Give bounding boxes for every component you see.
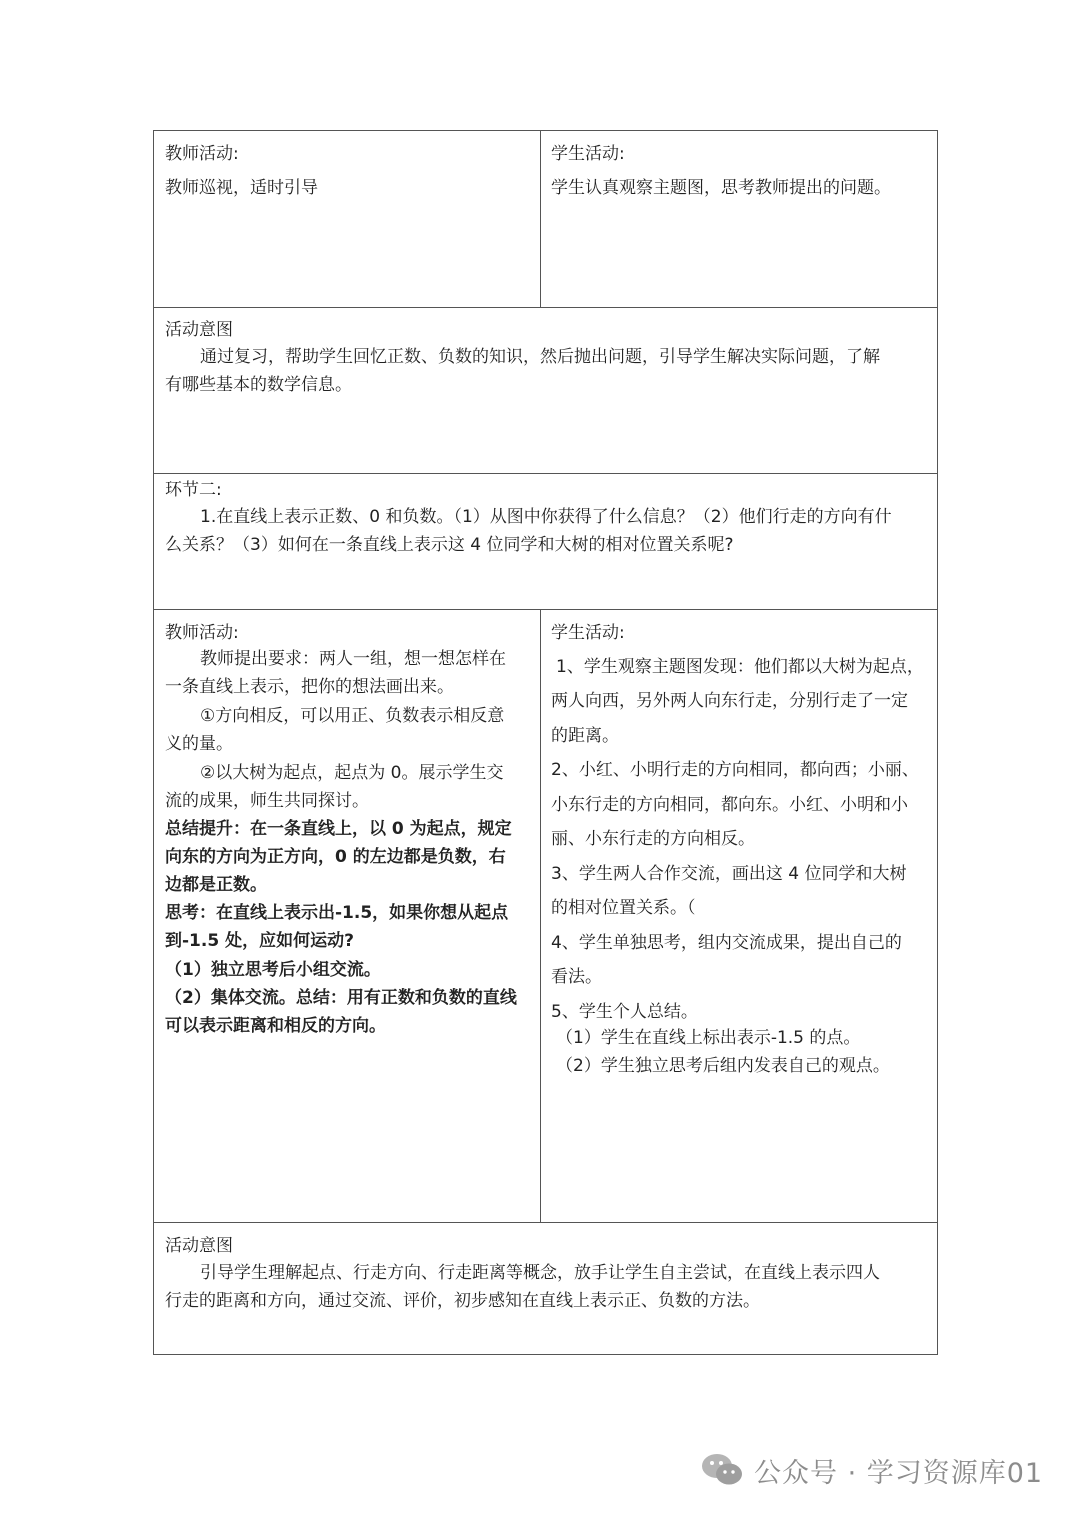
student-activity-title: 学生活动: [551,144,625,164]
student-line: 的相对位置关系。（ [551,898,696,918]
intent-title: 活动意图 [165,320,233,340]
teacher-line: 思考：在直线上表示出-1.5，如果你想从起点 [165,903,509,923]
intent-title: 活动意图 [165,1236,233,1256]
teacher-activity-title: 教师活动: [165,623,239,643]
student-line: 两人向西，另外两人向东行走，分别行走了一定 [551,691,908,711]
lesson-table [153,130,938,1355]
row-divider [153,473,938,474]
section-title: 环节二: [165,480,222,500]
student-activity-title: 学生活动: [551,623,625,643]
teacher-line: 一条直线上表示，把你的想法画出来。 [165,677,454,697]
teacher-line: 向东的方向为正方向，0 的左边都是负数，右 [165,847,506,867]
column-divider [540,609,541,1223]
row-divider [153,609,938,610]
student-line: 丽、小东行走的方向相反。 [551,829,755,849]
intent-line: 有哪些基本的数学信息。 [165,375,352,395]
watermark-text: 公众号 · 学习资源库01 [754,1457,1044,1489]
intent-line: 行走的距离和方向，通过交流、评价，初步感知在直线上表示正、负数的方法。 [165,1291,760,1311]
teacher-line: 总结提升：在一条直线上，以 0 为起点，规定 [165,819,512,839]
student-line: 的距离。 [551,726,619,746]
watermark [700,1440,1043,1500]
student-line: 看法。 [551,967,602,987]
intent-line: 引导学生理解起点、行走方向、行走距离等概念，放手让学生自主尝试，在直线上表示四人 [200,1263,880,1283]
section-line: 么关系？（3）如何在一条直线上表示这 4 位同学和大树的相对位置关系呢? [165,535,734,555]
student-line: 1、学生观察主题图发现：他们都以大树为起点， [556,657,924,677]
intent-line: 通过复习，帮助学生回忆正数、负数的知识，然后抛出问题，引导学生解决实际问题，了解 [200,347,880,367]
teacher-line: 义的量。 [165,734,233,754]
teacher-line: 边都是正数。 [165,875,267,895]
student-line: （1）学生在直线上标出表示-1.5 的点。 [556,1028,861,1048]
teacher-line: ①方向相反，可以用正、负数表示相反意 [200,706,505,726]
teacher-line: （1）独立思考后小组交流。 [165,960,381,980]
teacher-activity-text: 教师巡视，适时引导 [165,178,318,198]
teacher-line: 教师提出要求：两人一组，想一想怎样在 [200,649,506,669]
student-line: （2）学生独立思考后组内发表自己的观点。 [556,1056,890,1076]
teacher-line: ②以大树为起点，起点为 0。展示学生交 [200,763,504,783]
student-activity-text: 学生认真观察主题图，思考教师提出的问题。 [551,178,891,198]
student-line: 2、小红、小明行走的方向相同，都向西；小丽、 [551,760,919,780]
student-line: 4、学生单独思考，组内交流成果，提出自己的 [551,933,902,953]
student-line: 3、学生两人合作交流，画出这 4 位同学和大树 [551,864,907,884]
teacher-line: （2）集体交流。总结：用有正数和负数的直线 [165,988,517,1008]
teacher-line: 可以表示距离和相反的方向。 [165,1016,386,1036]
wechat-icon [700,1452,744,1488]
row-divider [153,307,938,308]
section-line: 1.在直线上表示正数、0 和负数。（1）从图中你获得了什么信息？（2）他们行走的方向有什 [200,507,892,527]
row-divider [153,1222,938,1223]
student-line: 5、学生个人总结。 [551,1002,698,1022]
student-line: 小东行走的方向相同，都向东。小红、小明和小 [551,795,908,815]
teacher-activity-title: 教师活动: [165,144,239,164]
teacher-line: 流的成果，师生共同探讨。 [165,791,369,811]
teacher-line: 到-1.5 处，应如何运动? [165,931,354,951]
column-divider [540,130,541,308]
